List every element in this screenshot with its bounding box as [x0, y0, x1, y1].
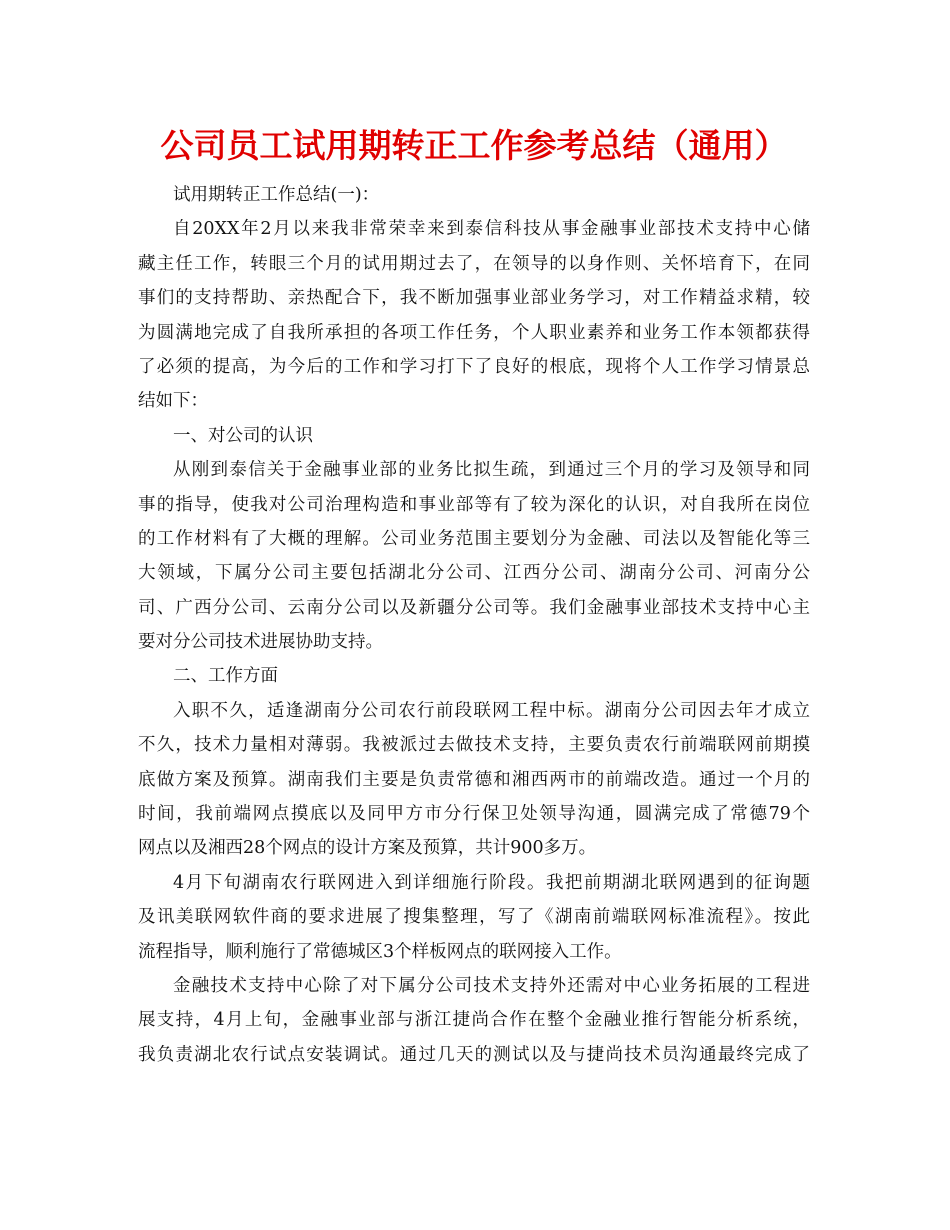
paragraph-line: 要对分公司技术进展协助支持。	[138, 632, 383, 653]
paragraph-1	[138, 212, 810, 418]
paragraph-line: 自20XX年2月以来我非常荣幸来到泰信科技从事金融事业部技术支持中心储	[173, 219, 810, 240]
paragraph-line: 金融技术支持中心除了对下属分公司技术支持外还需对中心业务拓展的工程进	[173, 975, 810, 996]
paragraph-line: 藏主任工作，转眼三个月的试用期过去了，在领导的以身作则、关怀培育下，在同	[138, 253, 810, 274]
paragraph-line: 4月下旬湖南农行联网进入到详细施行阶段。我把前期湖北联网遇到的征询题	[173, 872, 810, 893]
paragraph-line: 我负责湖北农行试点安装调试。通过几天的测试以及与捷尚技术员沟通最终完成了	[138, 1044, 810, 1065]
paragraph-line: 事们的支持帮助、亲热配合下，我不断加强事业部业务学习，对工作精益求精，较	[138, 288, 810, 309]
paragraph-line: 结如下：	[138, 391, 208, 412]
paragraph-line: 入职不久，适逢湖南分公司农行前段联网工程中标。湖南分公司因去年才成立	[173, 700, 810, 721]
paragraph-line: 时间，我前端网点摸底以及同甲方市分行保卫处领导沟通，圆满完成了常德79个	[138, 804, 810, 825]
paragraph-3	[138, 694, 810, 866]
paragraph-line: 及讯美联网软件商的要求进展了搜集整理，写了《湖南前端联网标准流程》。按此	[138, 907, 810, 928]
paragraph-line: 网点以及湘西28个网点的设计方案及预算，共计900多万。	[138, 838, 597, 859]
paragraph-line: 大领域，下属分公司主要包括湖北分公司、江西分公司、湖南分公司、河南分公	[138, 563, 810, 584]
section-heading-2: 二、工作方面	[173, 666, 278, 687]
paragraph-line: 流程指导，顺利施行了常德城区3个样板网点的联网接入工作。	[138, 941, 622, 962]
document-body	[138, 178, 810, 1072]
paragraph-line: 为圆满地完成了自我所承担的各项工作任务，个人职业素养和业务工作本领都获得	[138, 322, 810, 343]
paragraph-5	[138, 969, 810, 1072]
document-title: 公司员工试用期转正工作参考总结（通用）	[160, 126, 788, 165]
paragraph-line: 展支持，4月上旬，金融事业部与浙江捷尚合作在整个金融业推行智能分析系统，	[138, 1010, 810, 1031]
section-heading-1: 一、对公司的认识	[173, 425, 313, 446]
paragraph-line: 司、广西分公司、云南分公司以及新疆分公司等。我们金融事业部技术支持中心主	[138, 597, 810, 618]
paragraph-line: 事的指导，使我对公司治理构造和事业部等有了较为深化的认识，对自我所在岗位	[138, 494, 810, 515]
paragraph-line: 从刚到泰信关于金融事业部的业务比拟生疏，到通过三个月的学习及领导和同	[173, 460, 810, 481]
paragraph-line: 的工作材料有了大概的理解。公司业务范围主要划分为金融、司法以及智能化等三	[138, 528, 810, 549]
paragraph-4	[138, 866, 810, 969]
section-subtitle: 试用期转正工作总结(一)：	[173, 185, 380, 205]
paragraph-line: 底做方案及预算。湖南我们主要是负责常德和湘西两市的前端改造。通过一个月的	[138, 769, 810, 790]
paragraph-line: 了必须的提高，为今后的工作和学习打下了良好的根底，现将个人工作学习情景总	[138, 356, 810, 377]
paragraph-line: 不久，技术力量相对薄弱。我被派过去做技术支持，主要负责农行前端联网前期摸	[138, 735, 810, 756]
document-page	[138, 118, 810, 1072]
paragraph-2	[138, 453, 810, 659]
